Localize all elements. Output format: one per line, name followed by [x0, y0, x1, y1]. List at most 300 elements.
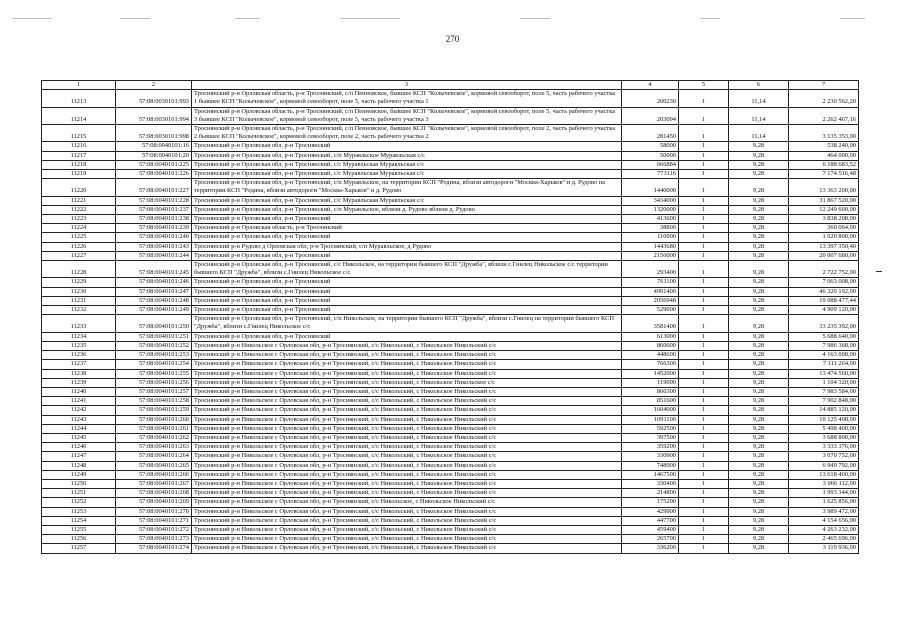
cost-value: 4 163 008,00: [789, 351, 859, 360]
cost-value: 46 320 192,00: [789, 287, 859, 296]
column-header: 4: [622, 81, 679, 90]
cadastral-number: 57:08:0040101:226: [116, 170, 192, 179]
area-value: 1320000: [622, 205, 679, 214]
count-value: 1: [679, 360, 729, 369]
address-description: Троснянский р-н Никольское с Орловская обл, р-н Троснянский, с/с Никольский, с Никольское Никольский с/с: [192, 341, 622, 350]
address-description: Троснянский р-н Орловская область, р-н Троснянский, с/п Пенновское, бывшее КСП "Колычевское", кормовой севооборот, поле 5, часть рабочего участка 1 бывшее КСП "Колычевское", кормовой севооборот, поле 5, часть рабочего участка 1: [192, 90, 622, 107]
row-index: 11229: [42, 278, 116, 287]
table-row: [42, 261, 859, 278]
count-value: 1: [679, 535, 729, 544]
cadastral-number: 57:08:0040101:238: [116, 215, 192, 224]
table-row: [42, 525, 859, 534]
cost-value: 7 902 848,00: [789, 397, 859, 406]
address-description: Троснянский р-н Орловская обл, р-н Троснянский: [192, 233, 622, 242]
table-row: [42, 360, 859, 369]
cadastral-number: 57:08:0040101:228: [116, 196, 192, 205]
rate-value: 9,28: [729, 378, 789, 387]
row-index: 11250: [42, 479, 116, 488]
table-row: [42, 196, 859, 205]
row-index: 11228: [42, 261, 116, 278]
cost-value: 7 986 368,00: [789, 341, 859, 350]
row-index: 11255: [42, 525, 116, 534]
area-value: 214800: [622, 489, 679, 498]
cadastral-number: 57:08:0040101:268: [116, 489, 192, 498]
cadastral-number: 57:08:0040101:269: [116, 498, 192, 507]
address-description: Троснянский р-н Никольское с Орловская обл, р-н Троснянский, с/с Никольский, с Никольское Никольский с/с: [192, 544, 622, 553]
address-description: Троснянский р-н Орловская обл, р-н Троснянский: [192, 296, 622, 305]
area-value: 1452000: [622, 369, 679, 378]
count-value: 1: [679, 341, 729, 350]
table-row: [42, 479, 859, 488]
table-row: [42, 544, 859, 553]
cost-value: 3 333 376,00: [789, 443, 859, 452]
table-row: [42, 351, 859, 360]
rate-value: 9,28: [729, 470, 789, 479]
cadastral-number: 57:08:0040101:257: [116, 387, 192, 396]
row-index: 11238: [42, 369, 116, 378]
area-value: 429900: [622, 507, 679, 516]
area-value: 265700: [622, 535, 679, 544]
address-description: Троснянский р-н Рудово д Орловская обл, р-н Троснянский, с/п Муравльское, д Рудово: [192, 242, 622, 251]
count-value: 1: [679, 452, 729, 461]
cost-value: 464 000,00: [789, 151, 859, 160]
row-index: 11223: [42, 215, 116, 224]
area-value: 281450: [622, 125, 679, 142]
area-value: 860600: [622, 341, 679, 350]
table-row: [42, 397, 859, 406]
row-index: 11234: [42, 332, 116, 341]
row-index: 11241: [42, 397, 116, 406]
count-value: 1: [679, 205, 729, 214]
address-description: Троснянский р-н Орловская обл, р-н Троснянский: [192, 278, 622, 287]
row-index: 11249: [42, 470, 116, 479]
rate-value: 9,28: [729, 461, 789, 470]
row-index: 11256: [42, 535, 116, 544]
rate-value: 9,28: [729, 251, 789, 260]
rate-value: 11,14: [729, 90, 789, 107]
rate-value: 9,28: [729, 452, 789, 461]
row-index: 11253: [42, 507, 116, 516]
area-value: 447700: [622, 516, 679, 525]
area-value: 666884: [622, 160, 679, 169]
scan-edge-marks: [0, 18, 905, 19]
area-value: 2056948: [622, 296, 679, 305]
rate-value: 9,28: [729, 424, 789, 433]
area-value: 1440000: [622, 179, 679, 196]
count-value: 1: [679, 443, 729, 452]
table-row: [42, 142, 859, 151]
cadastral-number: 57:08:0030101:998: [116, 125, 192, 142]
cost-value: 2 230 562,20: [789, 90, 859, 107]
table-row: [42, 516, 859, 525]
cadastral-number: 57:08:0040101:273: [116, 535, 192, 544]
cost-value: 3 119 936,00: [789, 544, 859, 553]
cadastral-number: 57:08:0040101:240: [116, 233, 192, 242]
row-index: 11230: [42, 287, 116, 296]
address-description: Троснянский р-н Орловская обл, р-н Троснянский, с/с Никольское, на территории бывшего КСП "Дружба", вблизи с.Гнилец Никольское с/с территории бывшего КСП "Дружба", вблизи с.Гнилец Никольское с/с: [192, 261, 622, 278]
rate-value: 9,28: [729, 341, 789, 350]
row-index: 11220: [42, 179, 116, 196]
address-description: Троснянский р-н Никольское с Орловская обл, р-н Троснянский, с/с Никольский, с Никольское Никольский с/с: [192, 406, 622, 415]
area-value: 397500: [622, 433, 679, 442]
rate-value: 9,28: [729, 415, 789, 424]
cost-value: 3 135 353,00: [789, 125, 859, 142]
rate-value: 9,28: [729, 489, 789, 498]
cost-value: 33 235 392,00: [789, 315, 859, 332]
table-row: [42, 461, 859, 470]
cost-value: 7 063 008,00: [789, 278, 859, 287]
row-index: 11225: [42, 233, 116, 242]
cadastral-number: 57:08:0040101:253: [116, 351, 192, 360]
column-header: 3: [192, 81, 622, 90]
cost-value: 1 104 320,00: [789, 378, 859, 387]
cost-value: 5 688 640,00: [789, 332, 859, 341]
table-row: [42, 415, 859, 424]
rate-value: 9,28: [729, 360, 789, 369]
cost-value: 13 363 200,00: [789, 179, 859, 196]
rate-value: 9,28: [729, 406, 789, 415]
row-index: 11221: [42, 196, 116, 205]
cost-value: 6 949 792,00: [789, 461, 859, 470]
cadastral-number: 57:08:0040101:274: [116, 544, 192, 553]
area-value: 110000: [622, 233, 679, 242]
address-description: Троснянский р-н Никольское с Орловская обл, р-н Троснянский, с/с Никольский, с Никольское Никольский с/с: [192, 479, 622, 488]
rate-value: 9,28: [729, 215, 789, 224]
count-value: 1: [679, 179, 729, 196]
cost-value: 360 064,00: [789, 224, 859, 233]
cadastral-number: 57:08:0040101:266: [116, 470, 192, 479]
address-description: Троснянский р-н Никольское с Орловская обл, р-н Троснянский, с/с Никольский, с Никольское Никольское с/с: [192, 378, 622, 387]
row-index: 11219: [42, 170, 116, 179]
row-index: 11213: [42, 90, 116, 107]
cadastral-number: 57:08:0040101:243: [116, 242, 192, 251]
rate-value: 9,28: [729, 196, 789, 205]
area-value: 1443680: [622, 242, 679, 251]
cost-value: 4 263 232,00: [789, 525, 859, 534]
cadastral-number: 57:08:0040101:227: [116, 179, 192, 196]
count-value: 1: [679, 479, 729, 488]
count-value: 1: [679, 224, 729, 233]
count-value: 1: [679, 461, 729, 470]
table-row: [42, 151, 859, 160]
cadastral-number: 57:08:0040101:244: [116, 251, 192, 260]
column-header: 6: [729, 81, 789, 90]
address-description: Троснянский р-н Никольское с Орловская обл, р-н Троснянский, с/с Никольский, с Никольское Никольский с/с: [192, 397, 622, 406]
table-row: [42, 224, 859, 233]
row-index: 11243: [42, 415, 116, 424]
table-row: [42, 369, 859, 378]
row-index: 11222: [42, 205, 116, 214]
row-index: 11244: [42, 424, 116, 433]
table-row: [42, 107, 859, 124]
table-row: [42, 498, 859, 507]
cost-value: 12 249 600,00: [789, 205, 859, 214]
count-value: 1: [679, 351, 729, 360]
cadastral-number: 57:08:0040101:245: [116, 261, 192, 278]
address-description: Троснянский р-н Орловская обл, р-н Троснянский: [192, 287, 622, 296]
table-row: [42, 306, 859, 315]
table-body: [42, 90, 859, 553]
count-value: 1: [679, 544, 729, 553]
rate-value: 9,28: [729, 498, 789, 507]
address-description: Троснянский р-н Орловская обл, р-н Троснянский, с/п Муравльское, на территории КСП "Родина, вблизи автодороги "Москва-Харьков" и д. Рудово на территории КСП "Родина, вблизи автодороги "Москва-Харьков" и д. Рудово: [192, 179, 622, 196]
count-value: 1: [679, 261, 729, 278]
cost-value: 3 070 752,00: [789, 452, 859, 461]
cadastral-number: 57:08:0040101:20: [116, 151, 192, 160]
row-index: 11254: [42, 516, 116, 525]
area-value: 448600: [622, 351, 679, 360]
cadastral-number: 57:08:0040101:16: [116, 142, 192, 151]
area-value: 200230: [622, 90, 679, 107]
rate-value: 9,28: [729, 261, 789, 278]
cadastral-number: 57:08:0040101:264: [116, 452, 192, 461]
count-value: 1: [679, 378, 729, 387]
count-value: 1: [679, 306, 729, 315]
area-value: 529000: [622, 306, 679, 315]
rate-value: 9,28: [729, 306, 789, 315]
table-row: [42, 433, 859, 442]
table-row: [42, 406, 859, 415]
cadastral-number: 57:08:0040101:256: [116, 378, 192, 387]
cost-value: 2 465 696,00: [789, 535, 859, 544]
row-index: 11242: [42, 406, 116, 415]
cost-value: 19 088 477,44: [789, 296, 859, 305]
cadastral-number: 57:08:0030101:993: [116, 90, 192, 107]
cadastral-number: 57:08:0040101:272: [116, 525, 192, 534]
row-index: 11232: [42, 306, 116, 315]
cadastral-number: 57:08:0040101:258: [116, 397, 192, 406]
cadastral-number: 57:08:0040101:271: [116, 516, 192, 525]
table-row: [42, 233, 859, 242]
cost-value: 20 007 680,00: [789, 251, 859, 260]
address-description: Троснянский р-н Орловская обл, р-н Троснянский: [192, 251, 622, 260]
cost-value: 31 867 520,00: [789, 196, 859, 205]
count-value: 1: [679, 151, 729, 160]
address-description: Троснянский р-н Никольское с Орловская обл, р-н Троснянский, с/с Никольский, с Никольское Никольский с/с: [192, 351, 622, 360]
rate-value: 9,28: [729, 507, 789, 516]
count-value: 1: [679, 90, 729, 107]
address-description: Троснянский р-н Орловская обл, р-н Троснянский, с/п Муравльское Муравльская с/с: [192, 151, 622, 160]
column-header: 7: [789, 81, 859, 90]
count-value: 1: [679, 397, 729, 406]
margin-dash-mark: [876, 271, 882, 272]
cadastral-number: 57:08:0040101:249: [116, 306, 192, 315]
rate-value: 9,28: [729, 242, 789, 251]
area-value: 175200: [622, 498, 679, 507]
table-row: [42, 278, 859, 287]
area-value: 1467500: [622, 470, 679, 479]
address-description: Троснянский р-н Никольское с Орловская обл, р-н Троснянский, с/с Никольский, с Никольское Никольский с/с: [192, 387, 622, 396]
area-value: 293400: [622, 261, 679, 278]
row-index: 11231: [42, 296, 116, 305]
count-value: 1: [679, 470, 729, 479]
count-value: 1: [679, 196, 729, 205]
row-index: 11245: [42, 433, 116, 442]
cadastral-number: 57:08:0040101:246: [116, 278, 192, 287]
cadastral-number: 57:08:0040101:267: [116, 479, 192, 488]
cadastral-number: 57:08:0040101:239: [116, 224, 192, 233]
area-value: 203094: [622, 107, 679, 124]
row-index: 11227: [42, 251, 116, 260]
address-description: Троснянский р-н Никольское с Орловская обл, р-н Троснянский, с/с Никольский, с Никольское Никольский с/с: [192, 507, 622, 516]
area-value: 851600: [622, 397, 679, 406]
cadastral-number: 57:08:0040101:261: [116, 424, 192, 433]
area-value: 4991400: [622, 287, 679, 296]
area-value: 766300: [622, 360, 679, 369]
cost-value: 13 474 560,00: [789, 369, 859, 378]
area-value: 3434000: [622, 196, 679, 205]
row-index: 11257: [42, 544, 116, 553]
area-value: 58000: [622, 142, 679, 151]
address-description: Троснянский р-н Никольское с Орловская обл, р-н Троснянский, с/с Никольский, с Никольское Никольский с/с: [192, 452, 622, 461]
count-value: 1: [679, 242, 729, 251]
column-header: 5: [679, 81, 729, 90]
rate-value: 9,28: [729, 224, 789, 233]
table-row: [42, 296, 859, 305]
cost-value: 4 154 656,00: [789, 516, 859, 525]
area-value: 359200: [622, 443, 679, 452]
table-row: [42, 387, 859, 396]
rate-value: 11,14: [729, 125, 789, 142]
table-row: [42, 205, 859, 214]
address-description: Троснянский р-н Никольское с Орловская обл, р-н Троснянский, с/с Никольский, с Никольское Никольский с/с: [192, 525, 622, 534]
cadastral-number: 57:08:0040101:237: [116, 205, 192, 214]
address-description: Троснянский р-н Орловская область, р-н Троснянский, с/п Пенновское, бывшее КСП "Колычевское", кормовой севооборот, поле 5, часть рабочего участка 3 бывшее КСП "Колычевское", кормовой севооборот, поле 5, часть рабочего участка 3: [192, 107, 622, 124]
column-header: 1: [42, 81, 116, 90]
address-description: Троснянский р-н Никольское с Орловская обл, р-н Троснянский, с/с Никольское, с Никольское Никольский с/с: [192, 498, 622, 507]
count-value: 1: [679, 287, 729, 296]
row-index: 11239: [42, 378, 116, 387]
address-description: Троснянский р-н Орловская обл, р-н Троснянский: [192, 142, 622, 151]
cadastral-number: 57:08:0040101:262: [116, 433, 192, 442]
address-description: Троснянский р-н Никольское с Орловская обл, р-н Троснянский, с/с Никольский, с Никольское Никольский с/с: [192, 369, 622, 378]
area-value: 2156000: [622, 251, 679, 260]
count-value: 1: [679, 369, 729, 378]
address-description: Троснянский р-н Орловская обл, р-н Троснянский: [192, 306, 622, 315]
rate-value: 9,28: [729, 479, 789, 488]
rate-value: 9,28: [729, 278, 789, 287]
table-row: [42, 378, 859, 387]
table-row: [42, 90, 859, 107]
cost-value: 1 993 344,00: [789, 489, 859, 498]
column-header: 2: [116, 81, 192, 90]
rate-value: 9,28: [729, 535, 789, 544]
rate-value: 9,28: [729, 151, 789, 160]
cost-value: 538 240,00: [789, 142, 859, 151]
area-value: 119000: [622, 378, 679, 387]
address-description: Троснянский р-н Никольское с Орловская обл, р-н Троснянский, с/с Никольский, с Никольское Никольский с/с: [192, 470, 622, 479]
area-value: 1604000: [622, 406, 679, 415]
cost-value: 1 020 800,00: [789, 233, 859, 242]
cadastral-number: 57:08:0040101:248: [116, 296, 192, 305]
rate-value: 9,28: [729, 516, 789, 525]
count-value: 1: [679, 489, 729, 498]
cost-value: 14 885 120,00: [789, 406, 859, 415]
row-index: 11236: [42, 351, 116, 360]
rate-value: 9,28: [729, 160, 789, 169]
area-value: 748900: [622, 461, 679, 470]
row-index: 11217: [42, 151, 116, 160]
cadastral-number: 57:08:0040101:250: [116, 315, 192, 332]
table-row: [42, 170, 859, 179]
table-row: [42, 535, 859, 544]
table-row: [42, 470, 859, 479]
cost-value: 13 397 350,40: [789, 242, 859, 251]
rate-value: 11,14: [729, 107, 789, 124]
address-description: Троснянский р-н Никольское с Орловская обл, р-н Троснянский, с/с Никольский, с Никольское Никольский с/с: [192, 461, 622, 470]
column-number-row: [42, 81, 859, 90]
rate-value: 9,28: [729, 332, 789, 341]
cadastral-number: 57:08:0040101:252: [116, 341, 192, 350]
table-row: [42, 341, 859, 350]
rate-value: 9,28: [729, 315, 789, 332]
row-index: 11237: [42, 360, 116, 369]
cadastral-number: 57:08:0040101:247: [116, 287, 192, 296]
address-description: Троснянский р-н Никольское с Орловская обл, р-н Троснянский, с/с Никольский, с Никольское Никольский с/с: [192, 443, 622, 452]
address-description: Троснянский р-н Орловская обл, р-н Троснянский: [192, 215, 622, 224]
cadastral-number: 57:08:0030101:994: [116, 107, 192, 124]
address-description: Троснянский р-н Орловская обл, р-н Троснянский, с/п Муравльское, вблизи д. Рудово вблизи д. Рудово: [192, 205, 622, 214]
area-value: 336200: [622, 544, 679, 553]
area-value: 860300: [622, 387, 679, 396]
page-number: 270: [445, 34, 460, 44]
area-value: 50000: [622, 151, 679, 160]
count-value: 1: [679, 251, 729, 260]
address-description: Троснянский р-н Никольское с Орловская обл, р-н Троснянский, с/с Никольский, с Никольское Никольский с/с: [192, 424, 622, 433]
area-value: 761100: [622, 278, 679, 287]
rate-value: 9,28: [729, 443, 789, 452]
rate-value: 9,28: [729, 387, 789, 396]
count-value: 1: [679, 498, 729, 507]
address-description: Троснянский р-н Никольское с Орловская обл, р-н Троснянский, с/с Никольский, с Никольское Никольский с/с: [192, 360, 622, 369]
table-row: [42, 287, 859, 296]
cadastral-number: 57:08:0040101:251: [116, 332, 192, 341]
rate-value: 9,28: [729, 351, 789, 360]
area-value: 592500: [622, 424, 679, 433]
address-description: Троснянский р-н Орловская обл, р-н Троснянский, с/с Муравльская Муравльская с/с: [192, 170, 622, 179]
count-value: 1: [679, 125, 729, 142]
address-description: Троснянский р-н Никольское с Орловская обл, р-н Троснянский, с/с Никольский, с Никольское Никольский с/с: [192, 516, 622, 525]
row-index: 11224: [42, 224, 116, 233]
cost-value: 3 838 208,00: [789, 215, 859, 224]
row-index: 11214: [42, 107, 116, 124]
rate-value: 9,28: [729, 170, 789, 179]
cost-value: 1 625 856,00: [789, 498, 859, 507]
count-value: 1: [679, 170, 729, 179]
table-row: [42, 507, 859, 516]
address-description: Троснянский р-н Орловская обл, р-н Троснянский, с/с Муравльская Муравльская с/с: [192, 196, 622, 205]
cost-value: 3 066 112,00: [789, 479, 859, 488]
count-value: 1: [679, 507, 729, 516]
count-value: 1: [679, 160, 729, 169]
count-value: 1: [679, 315, 729, 332]
cost-value: 5 498 400,00: [789, 424, 859, 433]
row-index: 11215: [42, 125, 116, 142]
row-index: 11240: [42, 387, 116, 396]
row-index: 11216: [42, 142, 116, 151]
land-register-table: [41, 80, 859, 554]
cadastral-number: 57:08:0040101:260: [116, 415, 192, 424]
address-description: Троснянский р-н Орловская область, р-н Троснянский: [192, 224, 622, 233]
address-description: Троснянский р-н Орловская область, р-н Троснянский, с/п Пенновское, бывшее КСП "Колычевское", кормовой севооборот, поле 2, часть рабочего участка 2 бывшее КСП "Колычевское", кормовой севооборот, поле 2, часть рабочего участка 2: [192, 125, 622, 142]
cost-value: 13 618 400,00: [789, 470, 859, 479]
count-value: 1: [679, 296, 729, 305]
count-value: 1: [679, 215, 729, 224]
address-description: Троснянский р-н Никольское с Орловская обл, р-н Троснянский, с/с Никольский, с Никольское Никольский с/с: [192, 415, 622, 424]
address-description: Троснянский р-н Орловская обл, р-н Троснянский: [192, 332, 622, 341]
row-index: 11248: [42, 461, 116, 470]
row-index: 11226: [42, 242, 116, 251]
